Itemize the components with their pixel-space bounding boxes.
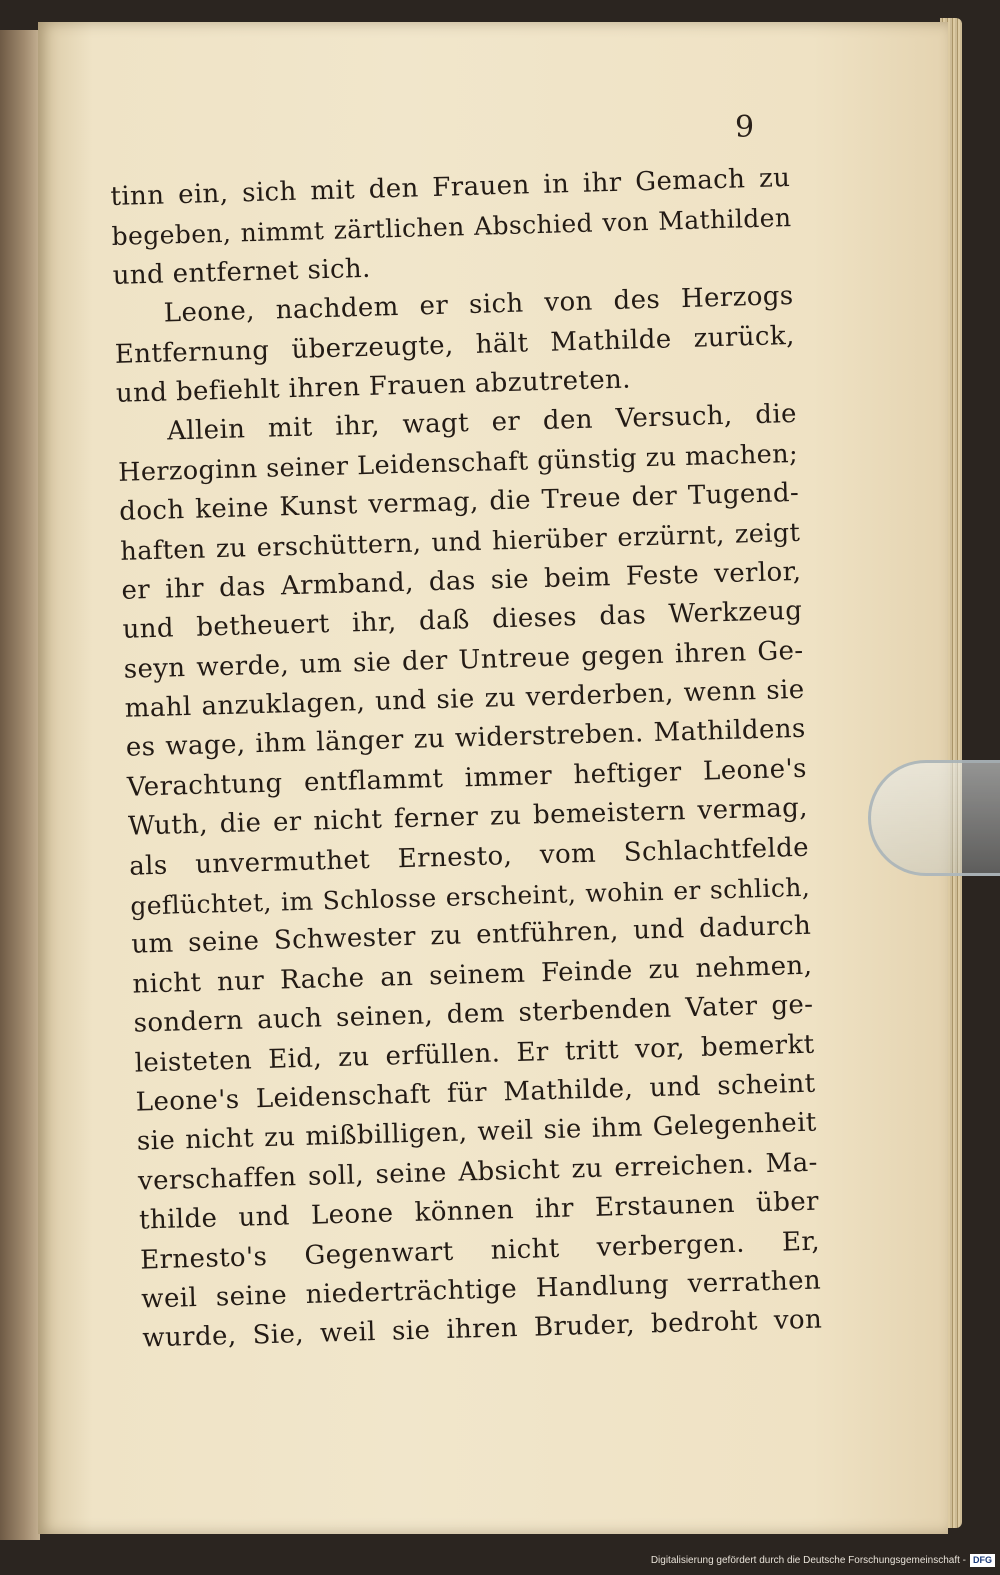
text-line: mahl anzuklagen, und sie zu verderben, wenn sie: [124, 674, 805, 724]
text-line: weil seine niederträchtige Handlung verrathen: [140, 1265, 822, 1315]
text-line: und betheuert ihr, daß dieses das Werkzeug: [122, 596, 803, 646]
text-line: wurde, Sie, weil sie ihren Bruder, bedroht von: [142, 1304, 823, 1354]
text-line: thilde und Leone können ihr Erstaunen über: [138, 1186, 820, 1236]
text-line: Wuth, die er nicht ferner zu bemeistern vermag,: [127, 793, 809, 842]
page-number: 9: [735, 110, 755, 145]
text-line: Allein mit ihr, wagt er den Versuch, die: [166, 399, 798, 447]
text-line: und befiehlt ihren Frauen abzutreten.: [115, 364, 632, 409]
text-line: leisteten Eid, zu erfüllen. Er tritt vor, bemerkt: [134, 1029, 815, 1079]
text-line: geflüchtet, im Schlosse erscheint, wohin er schlich,: [129, 872, 811, 921]
text-line: tinn ein, sich mit den Frauen in ihr Gemach zu: [110, 163, 791, 212]
text-line: nicht nur Rache an seinem Feinde zu nehmen,: [132, 950, 813, 1000]
text-line: Ernesto's Gegenwart nicht verbergen. Er,: [139, 1226, 821, 1276]
text-line: haften zu erschüttern, und hierüber erzürnt, zeigt: [120, 517, 801, 567]
text-line: Herzoginn seiner Leidenschaft günstig zu machen;: [117, 438, 799, 488]
page-clip: [868, 760, 1000, 876]
digitization-credit: [600, 1551, 995, 1571]
text-line: und entfernet sich.: [112, 253, 372, 291]
text-line: seyn werde, um sie der Untreue gegen ihren Ge-: [123, 635, 804, 685]
text-line: Verachtung entflammt immer heftiger Leone's: [126, 753, 808, 803]
dfg-logo: DFG: [970, 1554, 995, 1567]
text-line: er ihr das Armband, das sie beim Feste verlor,: [121, 556, 802, 606]
text-line: als unvermuthet Ernesto, vom Schlachtfelde: [128, 832, 810, 882]
left-page-edge: [0, 30, 40, 1540]
text-line: doch keine Kunst vermag, die Treue der Tugend-: [118, 478, 800, 527]
text-line: es wage, ihm länger zu widerstreben. Mathildens: [125, 714, 807, 764]
body-text: [110, 159, 823, 1359]
text-line: Entfernung überzeugte, hält Mathilde zurück,: [114, 320, 796, 370]
text-line: Leone, nachdem er sich von des Herzogs: [163, 281, 794, 329]
credit-text: Digitalisierung gefördert durch die Deutsche Forschungsgemeinschaft -: [650, 1555, 966, 1566]
text-line: begeben, nimmt zärtlichen Abschied von Mathilden: [111, 203, 792, 252]
text-line: sie nicht zu mißbilligen, weil sie ihm Gelegenheit: [136, 1108, 818, 1157]
text-line: Leone's Leidenschaft für Mathilde, und scheint: [135, 1068, 816, 1118]
text-line: um seine Schwester zu entführen, und dadurch: [131, 911, 812, 961]
text-line: sondern auch seinen, dem sterbenden Vater ge-: [133, 989, 814, 1039]
text-line: verschaffen soll, seine Absicht zu erreichen. Ma-: [137, 1147, 819, 1197]
